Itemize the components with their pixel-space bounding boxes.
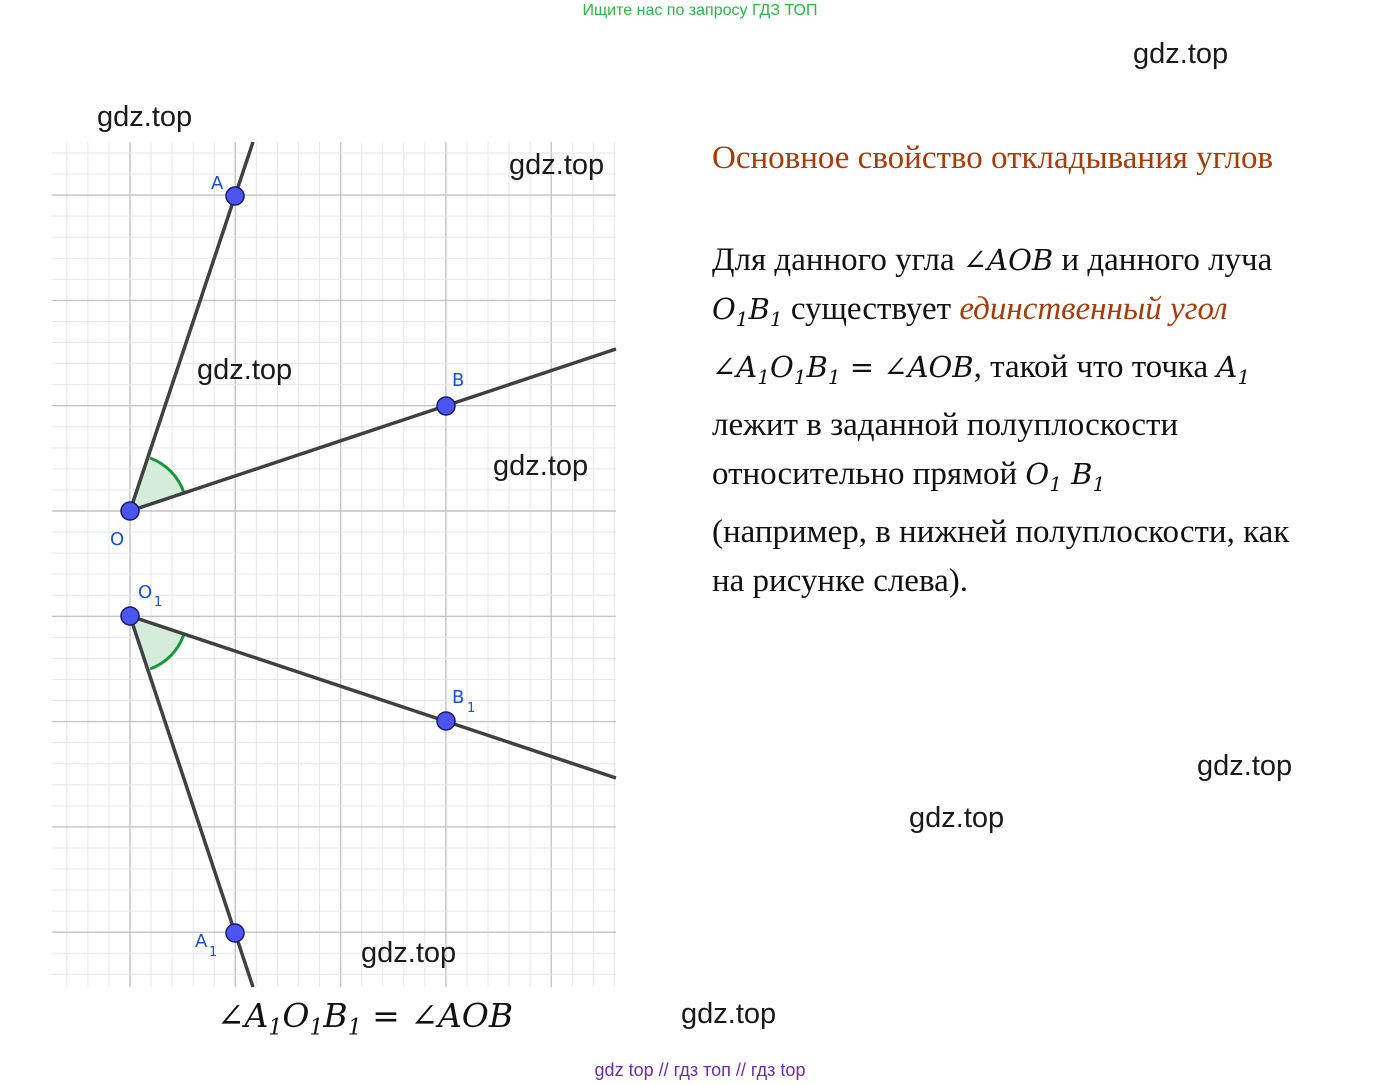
label-b: B <box>452 370 465 391</box>
grid <box>52 142 616 987</box>
watermark: gdz.top <box>681 998 777 1030</box>
label-b1-sub: 1 <box>467 701 476 716</box>
label-o1-sub: 1 <box>154 595 163 610</box>
point-b <box>437 397 455 415</box>
highlight-unique-angle: единственный угол <box>959 290 1228 327</box>
ray-o1b1 <box>130 616 616 778</box>
label-a1-sub: 1 <box>209 945 218 960</box>
watermark: gdz.top <box>909 802 1005 834</box>
label-a1: A <box>195 931 208 952</box>
watermark: gdz.top <box>197 354 293 386</box>
property-paragraph: Для данного угла ∠AOB и данного луча $O_1B_1$ существует единственный угол $\angle A_1O_1B_1$ = ∠AOB, такой что точка $A_1$ лежит в заданной полуплоскости относительно прямой $O_1$ $B_1$ (например, в нижней полуплоскости, как на рисунке слева). <box>712 242 1290 599</box>
label-o: O <box>110 529 125 550</box>
footer-links: gdz top // гдз топ // гдз top <box>594 1060 806 1080</box>
top-banner: Ищите нас по запросу ГДЗ ТОП <box>582 2 818 19</box>
point-a <box>226 187 244 205</box>
point-o1 <box>121 607 139 625</box>
label-a: A <box>211 173 224 194</box>
label-b1: B <box>452 687 465 708</box>
label-o1: O <box>138 582 153 603</box>
figure-caption: $\angle A_1O_1B_1$ = ∠AOB <box>216 996 514 1041</box>
watermark: gdz.top <box>1197 750 1293 782</box>
point-b1 <box>437 712 455 730</box>
watermark: gdz.top <box>1133 38 1229 70</box>
section-heading: Основное свойство откладывания углов <box>712 140 1274 176</box>
watermark: gdz.top <box>361 937 457 969</box>
point-a1 <box>226 924 244 942</box>
watermark: gdz.top <box>493 450 589 482</box>
point-o <box>121 502 139 520</box>
watermark: gdz.top <box>509 149 605 181</box>
watermark: gdz.top <box>97 101 193 133</box>
